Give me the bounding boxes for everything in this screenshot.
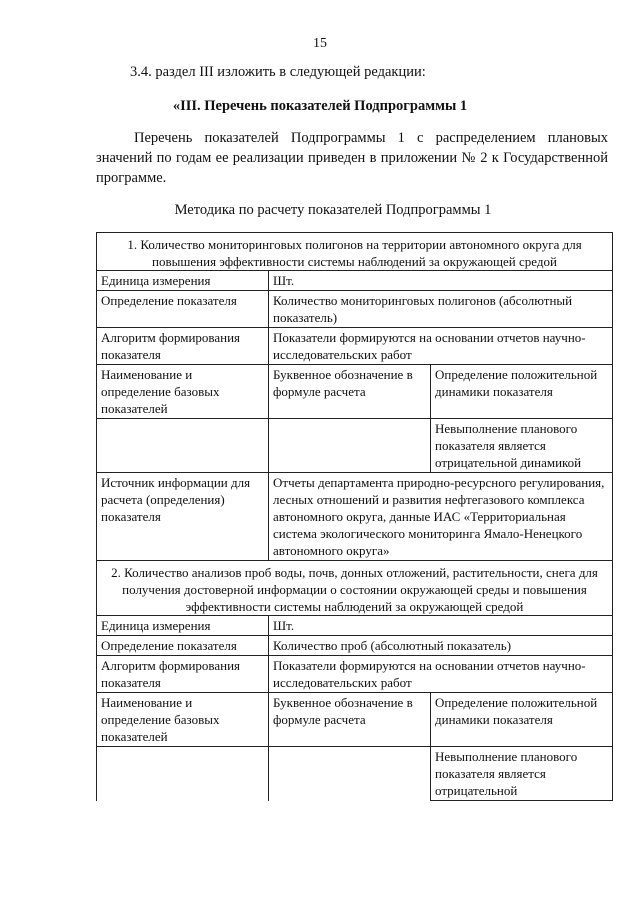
row-label: Наименование и определение базовых показателей xyxy=(97,693,269,747)
table-row xyxy=(97,636,613,656)
letter-header: Буквенное обозначение в формуле расчета xyxy=(269,365,431,419)
page-number: 15 xyxy=(313,36,327,51)
row-value: Показатели формируются на основании отчетов научно-исследовательских работ xyxy=(269,328,613,365)
table-row xyxy=(97,365,613,419)
table-row xyxy=(97,271,613,291)
row-value: Количество проб (абсолютный показатель) xyxy=(269,636,613,656)
row-label: Единица измерения xyxy=(97,616,269,636)
table-row xyxy=(97,473,613,561)
empty-cell xyxy=(97,419,269,473)
row-value: Показатели формируются на основании отчетов научно-исследовательских работ xyxy=(269,656,613,693)
failure-text: Невыполнение планового показателя является отрицательной xyxy=(431,747,613,801)
row-value: Количество мониторинговых полигонов (абсолютный показатель) xyxy=(269,291,613,328)
letter-header: Буквенное обозначение в формуле расчета xyxy=(269,693,431,747)
intro-line: 3.4. раздел III изложить в следующей редакции: xyxy=(130,64,426,80)
failure-text: Невыполнение планового показателя является отрицательной динамикой xyxy=(431,419,613,473)
indicator-2-title-row xyxy=(97,561,613,616)
table-row xyxy=(97,328,613,365)
row-label: Определение показателя xyxy=(97,636,269,656)
row-value: Шт. xyxy=(269,616,613,636)
row-value: Шт. xyxy=(269,271,613,291)
empty-cell xyxy=(269,419,431,473)
row-label: Наименование и определение базовых показателей xyxy=(97,365,269,419)
row-label: Единица измерения xyxy=(97,271,269,291)
definition-header: Определение положительной динамики показателя xyxy=(431,365,613,419)
indicator-title: 1. Количество мониторинговых полигонов на территории автономного округа для повышения эффективности системы наблюдений за окружающей средой xyxy=(97,233,613,271)
indicators-table xyxy=(96,232,613,801)
table-row xyxy=(97,656,613,693)
intro-paragraph: Перечень показателей Подпрограммы 1 с распределением плановых значений по годам ее реализации приведен в приложении № 2 к Государственной программе. xyxy=(96,130,608,186)
section-heading: «III. Перечень показателей Подпрограммы 1 xyxy=(172,98,468,114)
row-label: Определение показателя xyxy=(97,291,269,328)
table-row xyxy=(97,616,613,636)
table-row xyxy=(97,291,613,328)
definition-header: Определение положительной динамики показателя xyxy=(431,693,613,747)
indicator-1-title-row xyxy=(97,233,613,271)
table-caption: Методика по расчету показателей Подпрограммы 1 xyxy=(174,202,492,218)
table-row xyxy=(97,419,613,473)
row-value: Отчеты департамента природно-ресурсного регулирования, лесных отношений и развития нефтегазового комплекса автономного округа, данные ИАС «Территориальная система экологического мониторинга Ямало-Ненецкого автономного округа» xyxy=(269,473,613,561)
indicator-title: 2. Количество анализов проб воды, почв, донных отложений, растительности, снега для получения достоверной информации о состоянии окружающей среды и повышения эффективности системы наблюдений за окружающей средой xyxy=(97,561,613,616)
empty-cell xyxy=(269,747,431,801)
empty-cell xyxy=(97,747,269,801)
row-label: Алгоритм формирования показателя xyxy=(97,328,269,365)
row-label: Алгоритм формирования показателя xyxy=(97,656,269,693)
table-row xyxy=(97,693,613,747)
row-label: Источник информации для расчета (определения) показателя xyxy=(97,473,269,561)
table-row xyxy=(97,747,613,801)
